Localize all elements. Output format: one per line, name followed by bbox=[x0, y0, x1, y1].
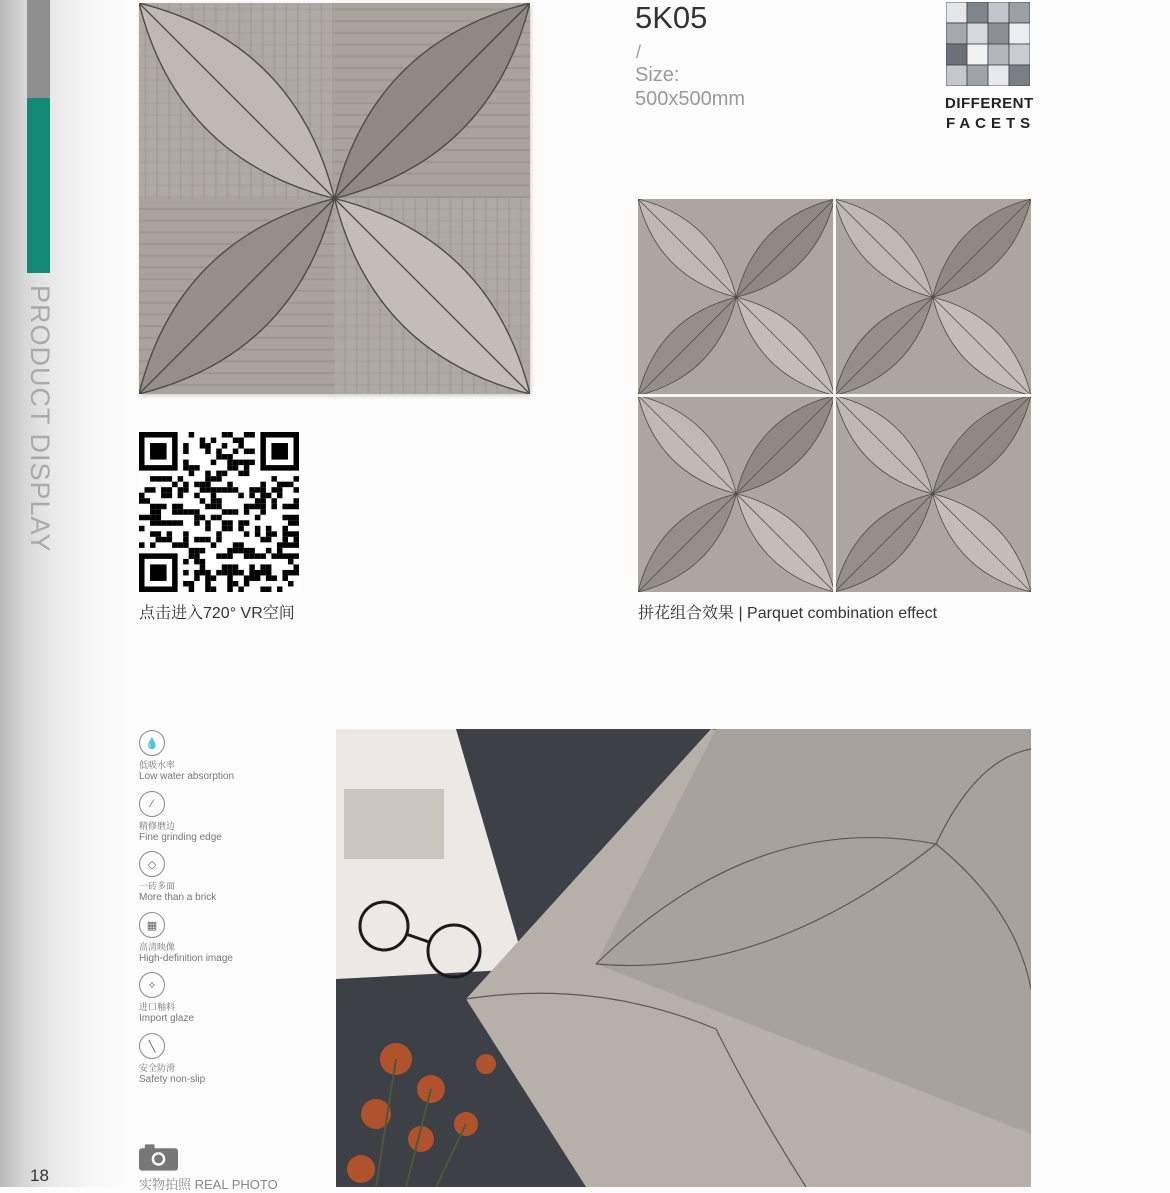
size-label: Size: bbox=[635, 64, 680, 86]
parquet-combination-image bbox=[638, 199, 1031, 592]
real-photo-image bbox=[336, 729, 1031, 1187]
parquet-pattern bbox=[638, 199, 1031, 592]
feature-cn: 进口釉料 bbox=[139, 1002, 176, 1012]
slash-icon: ╲ bbox=[139, 1033, 165, 1059]
combo-caption: 拼花组合效果 | Parquet combination effect bbox=[638, 605, 938, 622]
feature-cn: 一砖多面 bbox=[139, 881, 176, 891]
feature-en: More than a brick bbox=[139, 892, 217, 903]
facets-title-line2: FACETS bbox=[946, 115, 1036, 132]
page-number: 18 bbox=[30, 1166, 49, 1185]
feature-en: Fine grinding edge bbox=[139, 832, 222, 843]
tile-pattern bbox=[139, 3, 530, 394]
qr-code[interactable] bbox=[139, 432, 299, 592]
feature-item bbox=[139, 912, 233, 964]
feature-cn: 安全防滑 bbox=[139, 1063, 176, 1073]
sparkle-icon: ✧ bbox=[139, 972, 165, 998]
sidebar-gray-bar bbox=[27, 0, 50, 98]
feature-cn: 低吸水率 bbox=[139, 760, 176, 770]
layers-icon: ◇ bbox=[139, 851, 165, 877]
feature-en: Import glaze bbox=[139, 1013, 195, 1024]
feature-item bbox=[139, 791, 222, 843]
ruler-icon: ∕ bbox=[139, 791, 165, 817]
hd-image-icon: ▦ bbox=[139, 912, 165, 938]
camera-icon bbox=[139, 1143, 178, 1171]
size-value: 500x500mm bbox=[635, 88, 746, 110]
feature-cn: 精修磨边 bbox=[139, 821, 176, 831]
feature-item bbox=[139, 1033, 205, 1085]
tile-image bbox=[139, 3, 530, 394]
feature-cn: 高清映像 bbox=[139, 942, 176, 952]
facets-grid-icon bbox=[946, 2, 1030, 86]
sidebar-accent-bar bbox=[27, 98, 50, 273]
qr-caption: 点击进入720° VR空间 bbox=[139, 605, 295, 622]
feature-item bbox=[139, 730, 234, 782]
feature-en: High-definition image bbox=[139, 953, 233, 964]
feature-en: Low water absorption bbox=[139, 771, 235, 782]
separator: / bbox=[636, 42, 642, 62]
water-drop-icon: 💧 bbox=[139, 730, 165, 756]
qr-code-image bbox=[139, 432, 299, 592]
feature-en: Safety non-slip bbox=[139, 1074, 206, 1085]
section-label: PRODUCT DISPLAY bbox=[25, 285, 55, 553]
product-code: 5K05 bbox=[635, 0, 708, 35]
facets-title-line1: DIFFERENT bbox=[945, 95, 1034, 112]
feature-item bbox=[139, 972, 194, 1024]
page-binding-shade bbox=[0, 0, 130, 1187]
feature-item bbox=[139, 851, 216, 903]
real-photo-caption: 实物拍照 REAL PHOTO bbox=[139, 1177, 278, 1192]
